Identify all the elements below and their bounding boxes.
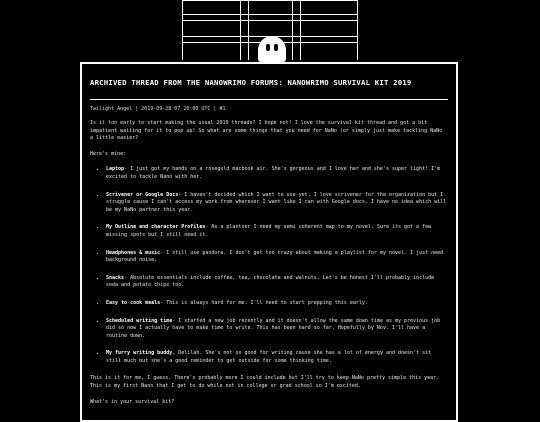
item-text: - I started a new job recently and it doesn't allow the same down time as my previous job did so now I actually have to make time to write. This has been hard so far. Hopefully by Nov. I'll have a routine down. xyxy=(106,317,441,339)
list-item xyxy=(106,300,448,308)
list-item xyxy=(106,192,448,215)
list-item xyxy=(106,275,448,290)
post-question: What's in your survival kit? xyxy=(90,398,175,405)
item-label: Laptop xyxy=(106,166,125,173)
item-text: - I just got my hands on a rosegold macbook air. She's gorgeous and I love her and she's super light! I'm excited to tackle Nano with her. xyxy=(106,166,441,180)
post-meta: Twilight_Angel | 2019-09-28 07 20:00 UTC | #1 xyxy=(90,106,226,112)
post-body xyxy=(90,120,448,406)
item-text: , Delilah. She's not so good for writing cause she has a lot of energy and doesn't sit still much but she's a good reminder to get outside for some thinking time. xyxy=(106,350,432,364)
item-label: My Outline and character Profiles xyxy=(106,224,206,231)
item-text: - I still use pandora. I don't get too crazy about making a playlist for my novel. I just need background noise. xyxy=(106,249,444,264)
thread-post xyxy=(80,62,458,422)
list-item xyxy=(106,166,448,181)
item-label: Scrivener or Google Docs xyxy=(106,191,179,198)
post-outro: This is it for me, I guess. There's probably more I could include but I'll try to keep NaNo pretty simple this year. This is my first Nano that I get to do while not in college or grad school so I'm excited. xyxy=(90,375,440,390)
item-label: Snacks xyxy=(106,274,125,281)
item-label: Easy to cook meals xyxy=(106,299,161,306)
item-text: - I haven't decided which I want to use yet. I love scrivener for the organization but I struggle cause I can't access my work from wherever I want like I can with Google docs. I have no idea which will be my NaNo partner this year. xyxy=(106,191,447,213)
list-item xyxy=(106,224,448,239)
post-intro: Is it too early to start making the usual 2019 threads? I hope not! I love the survival kit thread and got a bit impatient waiting for it to pop up! So what are some things that you need for NaNo (or simply just make tackling NaNo a little easier? xyxy=(90,120,443,142)
ghost-eye-icon xyxy=(266,44,270,51)
item-text: - This is always hard for me. I'll need to start prepping this early. xyxy=(160,299,368,306)
item-text: - As a plantser I need my semi coherent map to my novel. Sure its got a few missing spots but I still need it. xyxy=(106,224,432,238)
list-item xyxy=(106,350,448,365)
post-lead: Here's mine: xyxy=(90,150,127,157)
ghost-mascot-icon xyxy=(258,36,286,62)
list-item xyxy=(106,318,448,341)
item-text: - Absolute essentials include coffee, tea, chocolate and walnuts. Let's be honest I'll probably include soda and potato chips too. xyxy=(106,274,435,289)
survival-kit-list xyxy=(90,166,448,365)
item-label: My furry writing buddy xyxy=(106,350,173,357)
item-label: Scheduled writing time xyxy=(106,317,173,324)
item-label: Headphones & music xyxy=(106,249,161,256)
thread-title: ARCHIVED THREAD FROM THE NANOWRIMO FORUMS: NANOWRIMO SURVIVAL KIT 2019 xyxy=(90,78,412,87)
title-divider xyxy=(90,99,448,100)
list-item xyxy=(106,250,448,265)
ghost-eye-icon xyxy=(274,44,278,51)
